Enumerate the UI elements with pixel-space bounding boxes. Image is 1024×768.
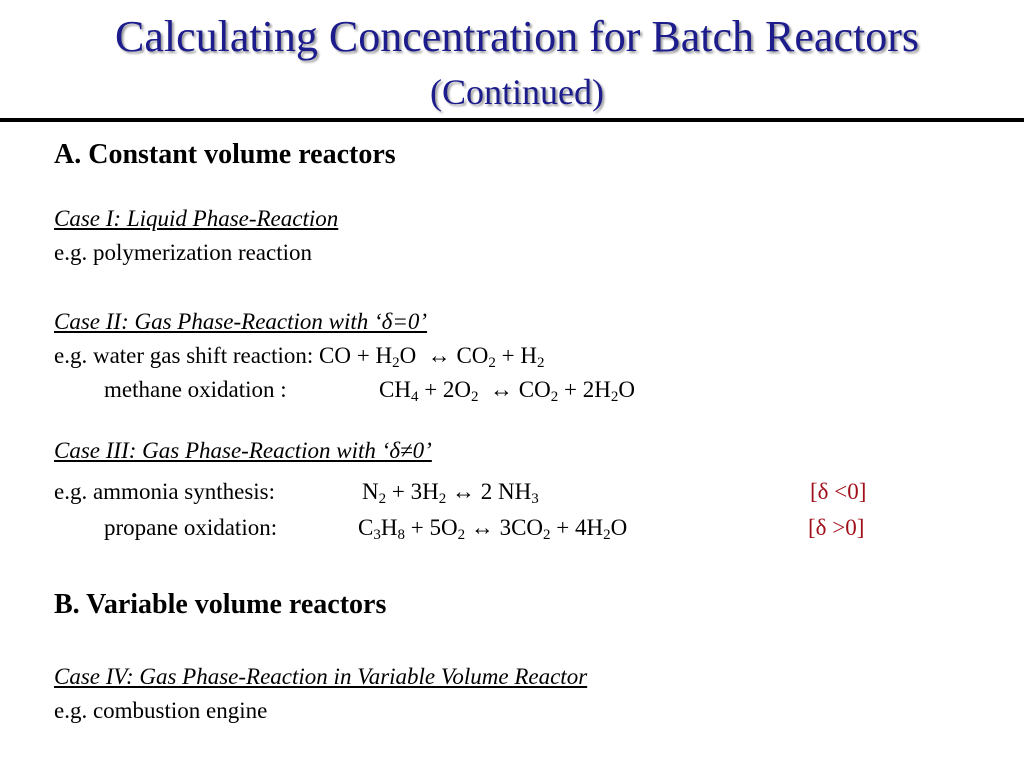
methane-oxidation-equation: $CH_4 + 2O_2$ ↔ $CO_2 + 2H_2O$ [379, 377, 635, 405]
slide-title: Calculating Concentration for Batch Reactors [115, 12, 919, 61]
case3-example2-label: propane oxidation: [104, 515, 278, 540]
slide-subtitle: (Continued) [430, 72, 604, 112]
case3-example1-label: e.g. ammonia synthesis: [54, 479, 276, 504]
case3-delta-note-1: [δ <0] [810, 479, 867, 504]
case1-example: e.g. polymerization reaction [54, 240, 313, 265]
case2-example1 [54, 342, 545, 370]
section-b-heading: B. Variable volume reactors [54, 589, 387, 620]
case3-title: Case III: Gas Phase-Reaction with ‘δ≠0’ [54, 438, 432, 463]
ammonia-synthesis-equation: $N_2 + 3H_2$ ↔ 2 $NH_3$ [362, 479, 539, 507]
water-gas-shift-equation: CO + $H_2O$ ↔ $CO_2 + H_2$ [319, 343, 545, 371]
case4-title: Case IV: Gas Phase-Reaction in Variable Volume Reactor [54, 664, 588, 689]
case2-example2-label: methane oxidation : [104, 377, 287, 402]
case4-example: e.g. combustion engine [54, 698, 268, 723]
title-divider [0, 118, 1024, 122]
propane-oxidation-equation: $C_3H_8 + 5O_2$ ↔ $3CO_2 + 4H_2O$ [358, 515, 628, 543]
case2-title: Case II: Gas Phase-Reaction with ‘δ=0’ [54, 309, 428, 334]
section-a-heading: A. Constant volume reactors [54, 139, 396, 170]
case1-title: Case I: Liquid Phase-Reaction [54, 206, 339, 231]
case3-delta-note-2: [δ >0] [808, 515, 865, 540]
case2-example1-label: e.g. water gas shift reaction: [54, 343, 314, 368]
